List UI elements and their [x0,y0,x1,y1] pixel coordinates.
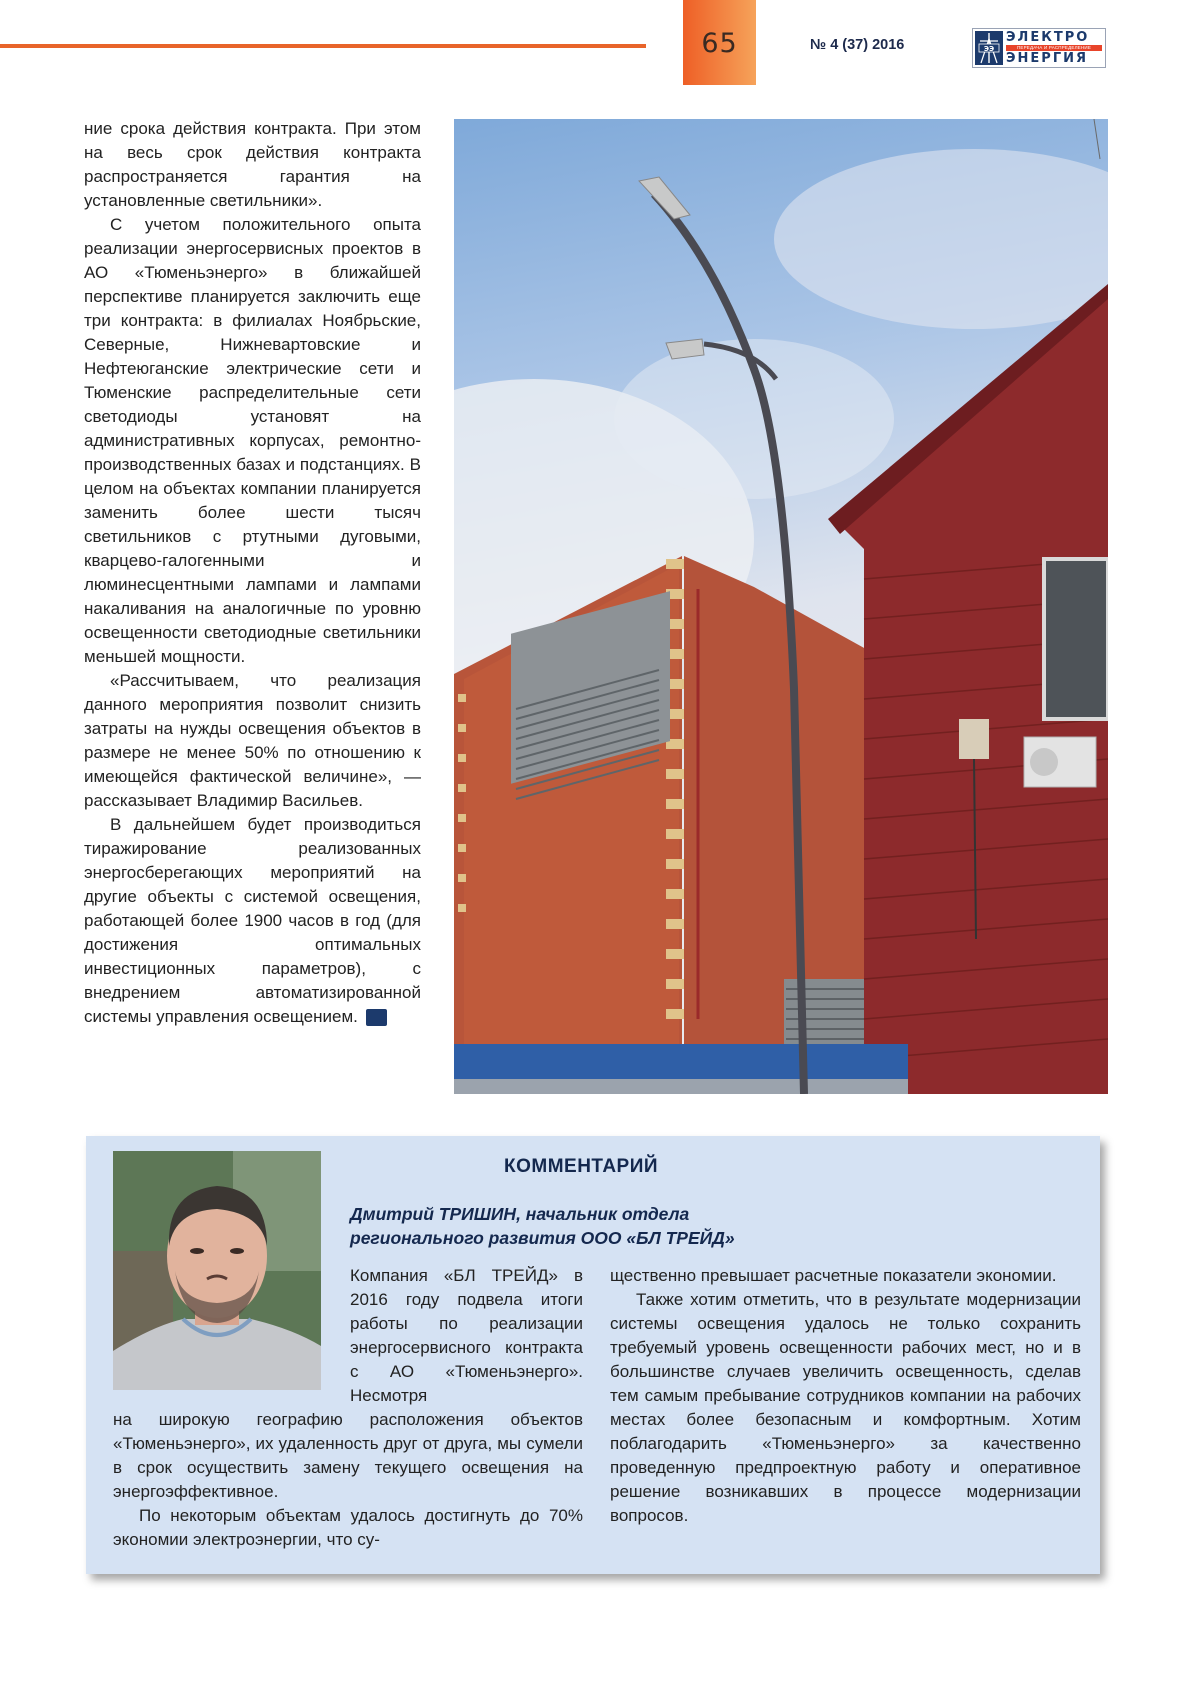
comment-box [86,1136,1100,1574]
comment-paragraph: По некоторым объектам удалось достигнуть до 70% экономии электроэнергии, что су- [113,1506,583,1549]
person-portrait-illustration [113,1151,321,1390]
comment-paragraph: Также хотим отметить, что в результате модернизации системы освещения удалось не только сохранить требуемый уровень освещенности рабочих мест, но и в большинстве случаев увеличить освещенность, сделав тем самым пребывание сотрудников компании на рабочих местах более безопасным и комфортным. Хотим поблагодарить «Тюменьэнерго» за качественно проведенную предпроектную работу и оперативное решение возникавших в процессе модернизации вопросов. [610,1290,1081,1525]
header-rule [0,44,646,48]
article-paragraph-last [84,813,421,1029]
magazine-logo [972,28,1106,68]
article-photo [454,119,1108,1094]
svg-text:ЭЭ: ЭЭ [983,45,995,53]
logo-tower-icon [975,31,1003,65]
comment-column-2 [610,1264,1081,1528]
logo-line2: ЭНЕРГИЯ [1006,51,1089,66]
comment-column-1-bottom [113,1408,583,1552]
page-number: 65 [701,28,738,59]
author-line-2: регионального развития ООО «БЛ ТРЕЙД» [350,1228,735,1248]
logo-line1: ЭЛЕКТРО [1006,30,1090,45]
article-paragraph: С учетом положительного опыта реализации энергосервисных проектов в АО «Тюменьэнерго» в ближайшей перспективе планируется заключить еще три контракта: в филиалах Ноябрьские, Северные, Нижневартовские и Нефтеюганские электрические сети и Тюменские распределительные сети светодиоды установят на административных корпусах, ремонтно-производственных базах и подстанциях. В целом на объектах компании планируется заменить более шести тысяч светильников с ртутными дуговыми, кварцево-галогенными и люминесцентными лампами и лампами накаливания на аналогичные по уровню освещенности светодиодные светильники меньшей мощности. [84,215,421,666]
article-paragraph: «Рассчитываем, что реализация данного мероприятия позволит снизить затраты на нужды освещения объектов в размере не менее 50% по отношению к имеющейся фактической величине», — рассказывает Владимир Васильев. [84,671,421,810]
portrait-photo [113,1151,321,1390]
end-of-article-mark: Р [366,1009,387,1026]
comment-author [350,1202,850,1250]
article-paragraph-text: В дальнейшем будет производиться тиражирование реализованных энергосберегающих мероприятий на другие объекты с системой освещения, работающей более 1900 часов в год (для достижения оптимальных инвестиционных параметров), с внедрением автоматизированной системы управления освещением. [84,815,421,1026]
page-number-box [683,0,756,85]
issue-number: № 4 (37) 2016 [810,37,905,53]
article-paragraph: ние срока действия контракта. При этом на весь срок действия контракта распространяется гарантия на установленные светильники». [84,119,421,210]
comment-paragraph: Компания «БЛ ТРЕЙД» в 2016 году подвела итоги работы по реализации энергосервисного контракта с АО «Тюменьэнерго». Несмотря [350,1266,583,1405]
comment-paragraph: щественно превышает расчетные показатели экономии. [610,1266,1057,1285]
logo-strip: ПЕРЕДАЧА И РАСПРЕДЕЛЕНИЕ [1006,45,1102,51]
street-lamp-photo-illustration [454,119,1108,1094]
comment-title: КОММЕНТАРИЙ [504,1156,659,1177]
comment-paragraph: на широкую географию расположения объектов «Тюменьэнерго», их удаленность друг от друга, мы сумели в срок осуществить замену текущего освещения на энергоэффективное. [113,1410,583,1501]
article-column [84,117,421,1029]
author-line-1: Дмитрий ТРИШИН, начальник отдела [350,1204,690,1224]
comment-column-1-top [350,1264,583,1408]
